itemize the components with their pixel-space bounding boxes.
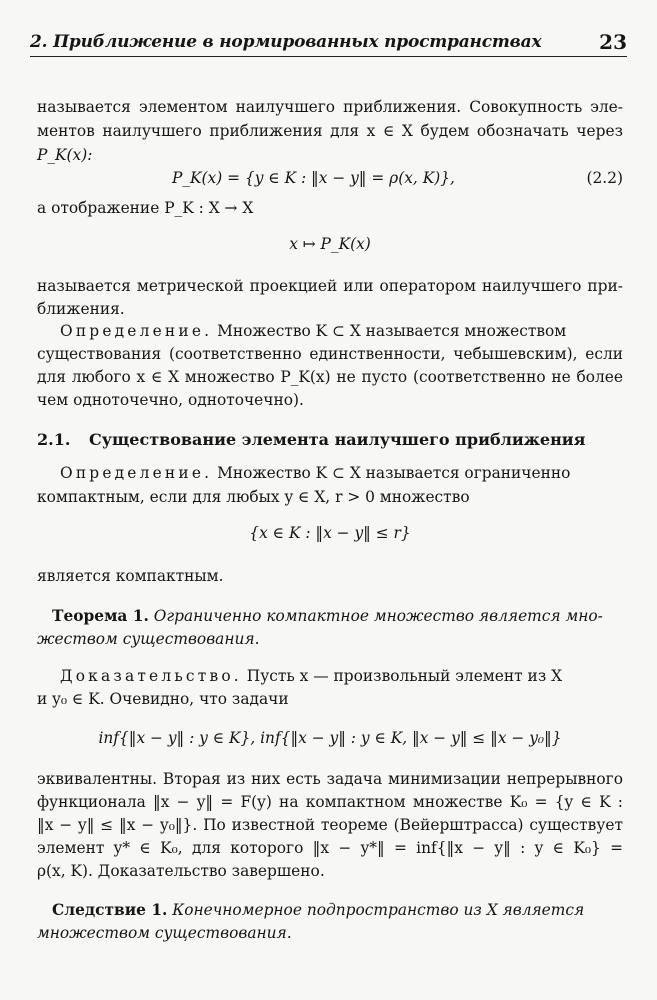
- section-title: Существование элемента наилучшего приближения: [89, 430, 586, 449]
- definition-existence: [60, 320, 623, 342]
- corollary-text: Конечномерное подпространство из X является: [172, 901, 585, 919]
- text-line: элемент y* ∈ K₀, для которого ‖x − y*‖ = inf{‖x − y‖ : y ∈ K₀} =: [37, 839, 623, 857]
- text-line: P_K(x):: [37, 146, 93, 164]
- theorem-text-cont: жеством существования.: [37, 630, 260, 648]
- text-line: ‖x − y‖ ≤ ‖x − y₀‖}. По известной теореме (Вейерштрасса) существует: [37, 816, 623, 834]
- definition-text: Множество K ⊂ X называется множеством: [217, 322, 567, 340]
- text-line: ближения.: [37, 300, 125, 318]
- text-line: компактным, если для любых y ∈ X, r > 0 множество: [37, 488, 470, 506]
- running-head: [30, 30, 627, 57]
- definition-text: Множество K ⊂ X называется ограниченно: [217, 464, 571, 482]
- text-line: а отображение P_K : X → X: [37, 199, 254, 217]
- definition-word: Определение.: [60, 464, 213, 482]
- proof: [60, 665, 623, 687]
- text-line: эквивалентны. Вторая из них есть задача минимизации непрерывного: [37, 770, 623, 788]
- corollary-1: [52, 899, 623, 921]
- theorem-text: Ограниченно компактное множество является мно-: [153, 607, 603, 625]
- set-formula: {x ∈ K : ‖x − y‖ ≤ r}: [249, 524, 411, 542]
- proof-word: Доказательство.: [60, 667, 242, 685]
- text-line: существования (соответственно единственности, чебышевским), если: [37, 345, 623, 363]
- theorem-label: Теорема 1.: [52, 607, 149, 625]
- text-line: чем одноточечно, одноточечно).: [37, 391, 304, 409]
- text-line: ментов наилучшего приближения для x ∈ X будем обозначать через: [37, 122, 623, 140]
- definition-bounded-compact: [60, 462, 623, 484]
- text-line: и y₀ ∈ K. Очевидно, что задачи: [37, 690, 289, 708]
- equation-number: (2.2): [586, 169, 623, 187]
- mapping-formula: x ↦ P_K(x): [289, 235, 371, 253]
- text-line: называется элементом наилучшего приближения. Совокупность эле-: [37, 98, 623, 116]
- equation-body: P_K(x) = {y ∈ K : ‖x − y‖ = ρ(x, K)},: [172, 169, 455, 187]
- corollary-label: Следствие 1.: [52, 901, 168, 919]
- theorem-1: [52, 605, 623, 627]
- text-line: является компактным.: [37, 567, 224, 585]
- section-heading: [37, 430, 623, 449]
- text-line: ρ(x, K). Доказательство завершено.: [37, 862, 325, 880]
- section-number: 2.1.: [37, 430, 71, 449]
- definition-word: Определение.: [60, 322, 213, 340]
- corollary-text-cont: множеством существования.: [37, 924, 292, 942]
- page-number: 23: [599, 30, 627, 54]
- text-line: функционала ‖x − y‖ = F(y) на компактном множестве K₀ = {y ∈ K :: [37, 793, 623, 811]
- running-head-title: 2. Приближение в нормированных пространствах: [30, 32, 542, 52]
- text-line: называется метрической проекцией или оператором наилучшего при-: [37, 277, 623, 295]
- inf-formula: inf{‖x − y‖ : y ∈ K}, inf{‖x − y‖ : y ∈ K, ‖x − y‖ ≤ ‖x − y₀‖}: [98, 729, 562, 747]
- proof-text: Пусть x — произвольный элемент из X: [246, 667, 563, 685]
- text-line: для любого x ∈ X множество P_K(x) не пусто (соответственно не более: [37, 368, 623, 386]
